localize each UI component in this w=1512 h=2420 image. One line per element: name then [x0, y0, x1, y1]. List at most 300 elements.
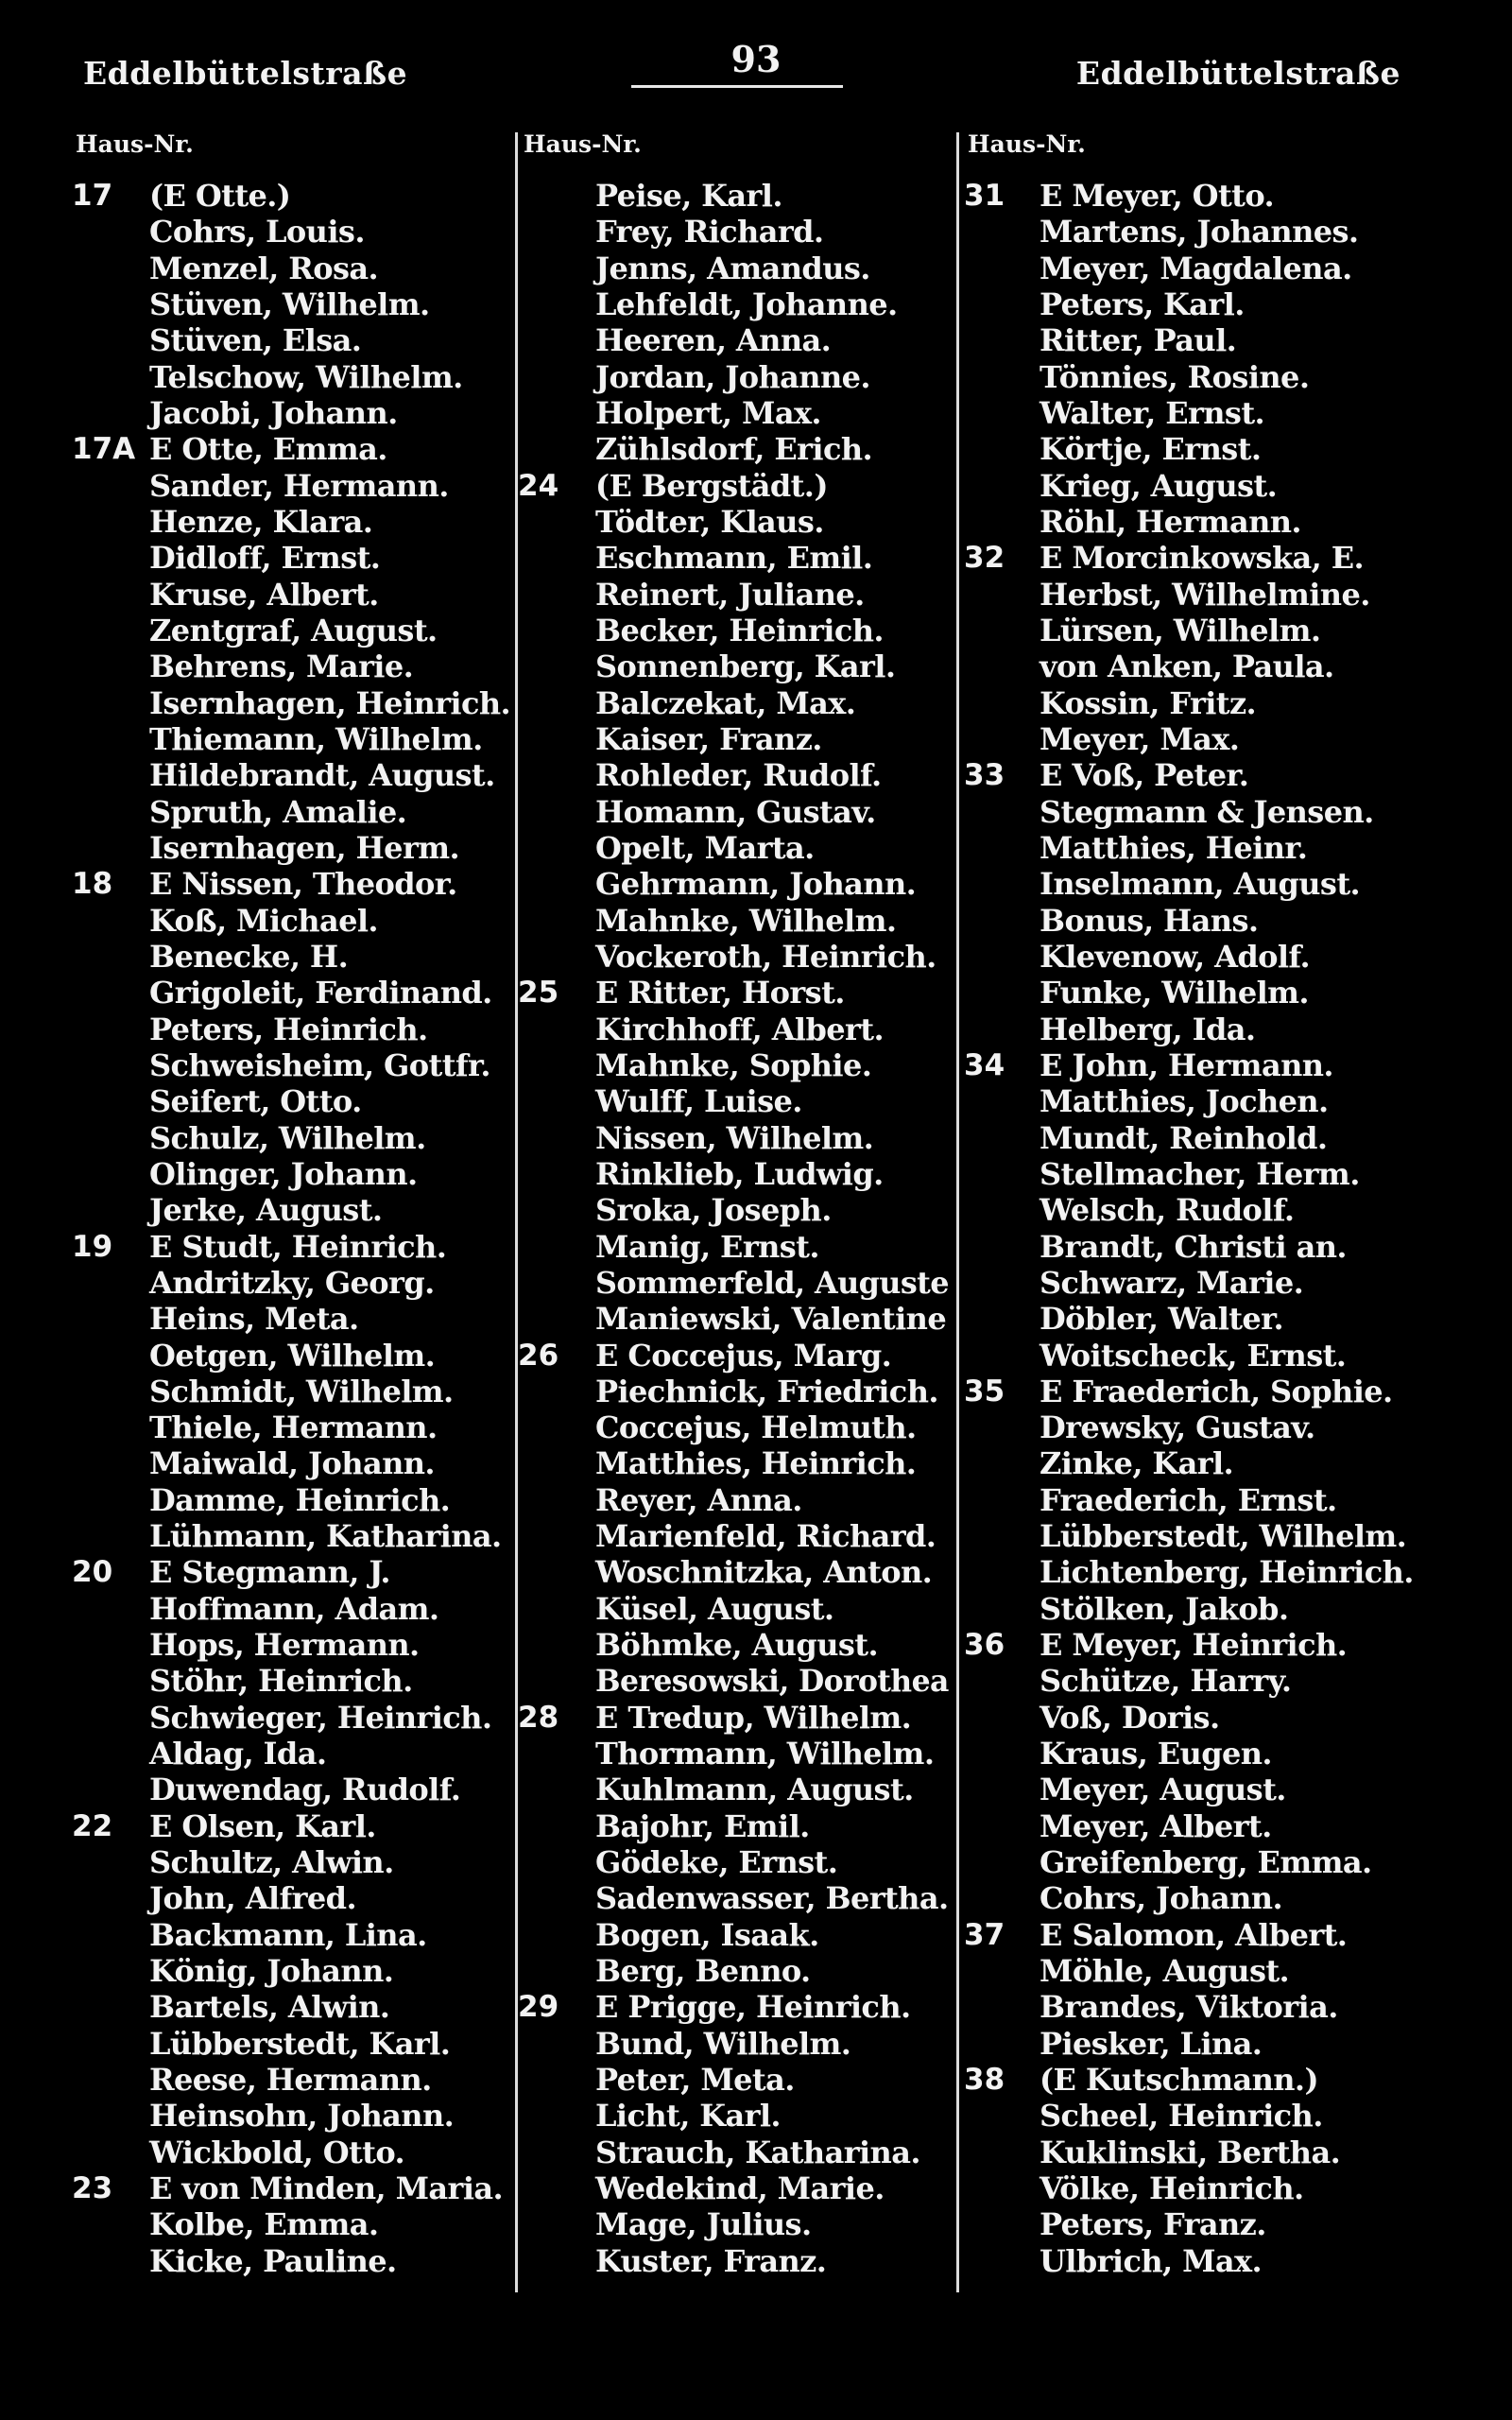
directory-entry — [518, 1627, 953, 1663]
resident-name: Herbst, Wilhelmine. — [1040, 576, 1370, 613]
resident-name: Cohrs, Louis. — [149, 214, 365, 251]
resident-name: Seifert, Otto. — [149, 1083, 362, 1120]
directory-entry — [518, 1192, 953, 1228]
resident-name: Woitscheck, Ernst. — [1040, 1337, 1347, 1374]
column-label-3: Haus-Nr. — [968, 130, 1086, 158]
house-number: 36 — [964, 1628, 1005, 1663]
resident-name: Henze, Klara. — [149, 503, 373, 540]
resident-name: E Fraederich, Sophie. — [1040, 1373, 1393, 1409]
directory-entry — [72, 1772, 516, 1807]
directory-entry — [518, 1844, 953, 1880]
resident-name: Ulbrich, Max. — [1040, 2242, 1263, 2279]
directory-entry — [72, 1591, 516, 1627]
directory-entry — [72, 2026, 516, 2062]
resident-name: Backmann, Lina. — [149, 1916, 427, 1953]
resident-name: Sander, Hermann. — [149, 467, 449, 504]
resident-name: Cohrs, Johann. — [1040, 1880, 1282, 1917]
directory-entry — [964, 577, 1503, 613]
directory-entry — [964, 1120, 1503, 1156]
directory-entry — [518, 685, 953, 721]
directory-entry — [964, 830, 1503, 866]
resident-name: Kraus, Eugen. — [1040, 1736, 1272, 1772]
directory-entry — [964, 1047, 1503, 1083]
resident-name: Körtje, Ernst. — [1040, 431, 1262, 468]
directory-entry — [72, 1808, 516, 1844]
resident-name: Jenns, Amandus. — [595, 250, 870, 286]
resident-name: Opelt, Marta. — [595, 829, 815, 866]
directory-entry — [964, 866, 1503, 902]
directory-entry — [964, 251, 1503, 286]
resident-name: E Studt, Heinrich. — [149, 1228, 447, 1265]
resident-name: Peters, Franz. — [1040, 2206, 1266, 2243]
directory-entry — [518, 1880, 953, 1916]
resident-name: Didloff, Ernst. — [149, 540, 381, 577]
directory-entry — [72, 1445, 516, 1481]
resident-name: E Stegmann, J. — [149, 1554, 390, 1591]
resident-name: Tönnies, Rosine. — [1040, 358, 1310, 395]
directory-entry — [518, 1374, 953, 1409]
resident-name: Greifenberg, Emma. — [1040, 1844, 1372, 1881]
directory-entry — [72, 1880, 516, 1916]
resident-name: E von Minden, Maria. — [149, 2170, 504, 2207]
resident-name: Reyer, Anna. — [595, 1481, 802, 1518]
directory-entry — [518, 251, 953, 286]
directory-entry — [72, 286, 516, 322]
directory-entry — [72, 504, 516, 540]
directory-entry — [72, 1156, 516, 1192]
house-number: 35 — [964, 1374, 1005, 1409]
directory-entry — [518, 2170, 953, 2206]
resident-name: Isernhagen, Herm. — [149, 829, 460, 866]
house-number: 26 — [518, 1338, 559, 1373]
resident-name: Hildebrandt, August. — [149, 757, 495, 794]
resident-name: Lühmann, Katharina. — [149, 1518, 502, 1555]
directory-entry — [72, 1627, 516, 1663]
resident-name: Helberg, Ida. — [1040, 1011, 1256, 1047]
directory-entry — [72, 1518, 516, 1554]
directory-entry — [964, 2243, 1503, 2279]
directory-entry — [518, 1445, 953, 1481]
resident-name: Aldag, Ida. — [149, 1736, 327, 1772]
directory-entry — [518, 431, 953, 467]
directory-entry — [518, 1047, 953, 1083]
directory-entry — [964, 721, 1503, 757]
directory-entry — [964, 1736, 1503, 1772]
resident-name: Lübberstedt, Wilhelm. — [1040, 1518, 1407, 1555]
house-number: 31 — [964, 179, 1005, 213]
directory-entry — [964, 1953, 1503, 1989]
directory-entry — [518, 1011, 953, 1047]
resident-name: Schütze, Harry. — [1040, 1663, 1292, 1700]
resident-name: Sommerfeld, Auguste — [595, 1264, 949, 1301]
directory-entry — [72, 468, 516, 504]
resident-name: Stüven, Wilhelm. — [149, 285, 430, 322]
directory-entry — [72, 1554, 516, 1590]
directory-entry — [72, 2170, 516, 2206]
directory-entry — [518, 2098, 953, 2134]
directory-entry — [964, 2206, 1503, 2242]
resident-name: E John, Hermann. — [1040, 1046, 1333, 1083]
resident-name: Kirchhoff, Albert. — [595, 1011, 884, 1047]
house-number: 29 — [518, 1990, 559, 2025]
directory-entry — [518, 2026, 953, 2062]
resident-name: Lübberstedt, Karl. — [149, 2025, 451, 2062]
directory-entry — [518, 1301, 953, 1337]
directory-entry — [964, 1591, 1503, 1627]
house-number: 18 — [72, 867, 113, 902]
resident-name: Matthies, Heinrich. — [595, 1445, 917, 1482]
directory-entry — [72, 1663, 516, 1699]
directory-entry — [72, 1374, 516, 1409]
resident-name: Coccejus, Helmuth. — [595, 1409, 917, 1446]
resident-name: Kruse, Albert. — [149, 576, 379, 613]
directory-entry — [72, 648, 516, 684]
resident-name: Kuhlmann, August. — [595, 1772, 914, 1808]
resident-name: Benecke, H. — [149, 938, 349, 975]
resident-name: Wickbold, Otto. — [149, 2134, 405, 2170]
directory-entry — [72, 1083, 516, 1119]
resident-name: Jordan, Johanne. — [595, 358, 870, 395]
page-number: 93 — [730, 38, 782, 80]
directory-entry — [964, 2098, 1503, 2134]
directory-entry — [72, 1844, 516, 1880]
resident-name: Walter, Ernst. — [1040, 394, 1265, 431]
resident-name: Oetgen, Wilhelm. — [149, 1337, 436, 1374]
resident-name: Mundt, Reinhold. — [1040, 1119, 1328, 1156]
resident-name: Koß, Michael. — [149, 902, 378, 939]
directory-entry — [72, 975, 516, 1011]
resident-name: E Olsen, Karl. — [149, 1807, 376, 1844]
resident-name: E Voß, Peter. — [1040, 757, 1249, 794]
resident-name: Jerke, August. — [149, 1192, 383, 1229]
directory-entry — [518, 2206, 953, 2242]
directory-entry — [518, 1591, 953, 1627]
resident-name: Beresowski, Dorothea — [595, 1663, 949, 1700]
directory-entry — [518, 1989, 953, 2025]
resident-name: Welsch, Rudolf. — [1040, 1192, 1295, 1229]
resident-name: Marienfeld, Richard. — [595, 1518, 936, 1555]
directory-entry — [964, 975, 1503, 1011]
resident-name: Berg, Benno. — [595, 1953, 811, 1990]
directory-entry — [72, 903, 516, 939]
resident-name: E Morcinkowska, E. — [1040, 540, 1365, 577]
resident-name: Meyer, August. — [1040, 1772, 1286, 1808]
page-number-rule — [631, 85, 843, 88]
directory-entry — [72, 214, 516, 250]
house-number: 33 — [964, 758, 1005, 793]
resident-name: Stölken, Jakob. — [1040, 1590, 1289, 1627]
directory-entry — [964, 1663, 1503, 1699]
directory-entry — [72, 1700, 516, 1736]
directory-entry — [964, 1989, 1503, 2025]
resident-name: Kuster, Franz. — [595, 2242, 827, 2279]
directory-entry — [518, 1229, 953, 1265]
resident-name: Voß, Doris. — [1040, 1699, 1220, 1736]
directory-entry — [518, 504, 953, 540]
resident-name: Matthies, Jochen. — [1040, 1083, 1329, 1120]
resident-name: Bartels, Alwin. — [149, 1989, 390, 2026]
resident-name: Behrens, Marie. — [149, 648, 414, 685]
resident-name: Stellmacher, Herm. — [1040, 1155, 1360, 1192]
resident-name: Kossin, Fritz. — [1040, 684, 1257, 721]
directory-entry — [964, 1772, 1503, 1807]
resident-name: Hops, Hermann. — [149, 1627, 420, 1664]
directory-entry — [518, 721, 953, 757]
resident-name: Küsel, August. — [595, 1590, 834, 1627]
directory-entry — [518, 359, 953, 395]
house-number: 17A — [72, 432, 136, 467]
resident-name: Kaiser, Franz. — [595, 720, 822, 757]
directory-entry — [72, 1409, 516, 1445]
resident-name: Peise, Karl. — [595, 178, 782, 214]
directory-entry — [72, 2062, 516, 2098]
resident-name: Brandt, Christi an. — [1040, 1228, 1347, 1265]
resident-name: Bonus, Hans. — [1040, 902, 1259, 939]
resident-name: Drewsky, Gustav. — [1040, 1409, 1315, 1446]
resident-name: Jacobi, Johann. — [149, 394, 398, 431]
directory-entry — [964, 1374, 1503, 1409]
resident-name: Martens, Johannes. — [1040, 214, 1359, 251]
directory-entry — [964, 1808, 1503, 1844]
directory-entry — [964, 648, 1503, 684]
directory-entry — [72, 757, 516, 793]
resident-name: Sroka, Joseph. — [595, 1192, 832, 1229]
resident-name: Rinklieb, Ludwig. — [595, 1155, 884, 1192]
resident-name: Scheel, Heinrich. — [1040, 2098, 1323, 2135]
resident-name: Bajohr, Emil. — [595, 1807, 810, 1844]
directory-entry — [518, 1338, 953, 1374]
house-number: 25 — [518, 976, 559, 1011]
directory-entry — [518, 286, 953, 322]
directory-entry — [72, 359, 516, 395]
running-head-left: Eddelbüttelstraße — [83, 55, 408, 92]
directory-entry — [72, 685, 516, 721]
resident-name: Bogen, Isaak. — [595, 1916, 819, 1953]
directory-entry — [964, 468, 1503, 504]
directory-entry — [964, 1229, 1503, 1265]
directory-entry — [72, 1917, 516, 1953]
directory-entry — [518, 648, 953, 684]
directory-entry — [964, 1482, 1503, 1518]
house-number: 22 — [72, 1808, 113, 1843]
directory-entry — [964, 1409, 1503, 1445]
directory-entry — [964, 2135, 1503, 2170]
house-number: 20 — [72, 1555, 113, 1590]
directory-entry — [518, 178, 953, 214]
directory-entry — [72, 395, 516, 431]
resident-name: Wulff, Luise. — [595, 1083, 802, 1120]
resident-name: Peters, Heinrich. — [149, 1011, 428, 1047]
resident-name: Zentgraf, August. — [149, 612, 438, 648]
resident-name: Damme, Heinrich. — [149, 1481, 451, 1518]
directory-entry — [72, 830, 516, 866]
resident-name: Mahnke, Sophie. — [595, 1046, 872, 1083]
house-number: 19 — [72, 1229, 113, 1264]
resident-name: Hoffmann, Adam. — [149, 1590, 439, 1627]
resident-name: Inselmann, August. — [1040, 866, 1361, 903]
directory-entry — [518, 1409, 953, 1445]
directory-entry — [518, 2062, 953, 2098]
resident-name: Menzel, Rosa. — [149, 250, 379, 286]
resident-name: Eschmann, Emil. — [595, 540, 873, 577]
directory-entry — [72, 1011, 516, 1047]
resident-name: Thiele, Hermann. — [149, 1409, 438, 1446]
directory-entry — [518, 468, 953, 504]
address-column-3 — [964, 178, 1503, 2279]
resident-name: Kicke, Pauline. — [149, 2242, 397, 2279]
directory-entry — [518, 395, 953, 431]
directory-entry — [72, 866, 516, 902]
resident-name: Schwarz, Marie. — [1040, 1264, 1304, 1301]
resident-name: Licht, Karl. — [595, 2098, 781, 2135]
directory-entry — [964, 1445, 1503, 1481]
directory-entry — [964, 1518, 1503, 1554]
directory-entry — [72, 251, 516, 286]
directory-entry — [964, 2062, 1503, 2098]
directory-entry — [72, 1301, 516, 1337]
resident-name: E Tredup, Wilhelm. — [595, 1699, 912, 1736]
directory-entry — [964, 214, 1503, 250]
directory-entry — [964, 1301, 1503, 1337]
resident-name: Manig, Ernst. — [595, 1228, 819, 1265]
directory-entry — [964, 1192, 1503, 1228]
resident-name: Völke, Heinrich. — [1040, 2170, 1304, 2207]
directory-entry — [518, 1083, 953, 1119]
resident-name: Meyer, Albert. — [1040, 1807, 1272, 1844]
directory-entry — [964, 1844, 1503, 1880]
directory-entry — [518, 1917, 953, 1953]
resident-name: Bund, Wilhelm. — [595, 2025, 851, 2062]
resident-name: Schultz, Alwin. — [149, 1844, 394, 1881]
resident-name: Frey, Richard. — [595, 214, 824, 251]
directory-entry — [72, 577, 516, 613]
directory-entry — [518, 577, 953, 613]
directory-entry — [518, 794, 953, 830]
resident-name: E Ritter, Horst. — [595, 975, 845, 1011]
directory-entry — [964, 2026, 1503, 2062]
resident-name: Nissen, Wilhelm. — [595, 1119, 874, 1156]
resident-name: Zühlsdorf, Erich. — [595, 431, 873, 468]
directory-entry — [518, 1700, 953, 1736]
directory-entry — [72, 794, 516, 830]
address-column-2 — [518, 178, 953, 2279]
directory-entry — [964, 322, 1503, 358]
column-divider-2 — [956, 132, 959, 2292]
resident-name: Matthies, Heinr. — [1040, 829, 1308, 866]
directory-entry — [964, 286, 1503, 322]
resident-name: Schwieger, Heinrich. — [149, 1699, 492, 1736]
resident-name: Becker, Heinrich. — [595, 612, 884, 648]
directory-entry — [518, 322, 953, 358]
directory-entry — [964, 1554, 1503, 1590]
house-number: 34 — [964, 1047, 1005, 1082]
directory-entry — [964, 178, 1503, 214]
directory-entry — [964, 613, 1503, 648]
directory-entry — [964, 685, 1503, 721]
directory-entry — [72, 322, 516, 358]
directory-entry — [72, 540, 516, 576]
directory-entry — [72, 1229, 516, 1265]
directory-entry — [72, 721, 516, 757]
directory-entry — [518, 2135, 953, 2170]
resident-name: Meyer, Magdalena. — [1040, 250, 1352, 286]
directory-entry — [964, 395, 1503, 431]
resident-name: Meyer, Max. — [1040, 720, 1240, 757]
resident-name: Peters, Karl. — [1040, 285, 1245, 322]
directory-entry — [518, 975, 953, 1011]
resident-name: Homann, Gustav. — [595, 793, 876, 830]
resident-name: Stöhr, Heinrich. — [149, 1663, 413, 1700]
resident-name: E Meyer, Otto. — [1040, 178, 1275, 214]
resident-name: Gödeke, Ernst. — [595, 1844, 838, 1881]
resident-name: Tödter, Klaus. — [595, 503, 824, 540]
resident-name: Krieg, August. — [1040, 467, 1278, 504]
directory-entry — [72, 1989, 516, 2025]
resident-name: Stegmann & Jensen. — [1040, 793, 1374, 830]
directory-entry — [518, 1736, 953, 1772]
directory-entry — [964, 1627, 1503, 1663]
resident-name: Duwendag, Rudolf. — [149, 1772, 461, 1808]
resident-name: Zinke, Karl. — [1040, 1445, 1234, 1482]
resident-name: Kolbe, Emma. — [149, 2206, 379, 2243]
resident-name: E Salomon, Albert. — [1040, 1916, 1348, 1953]
resident-name: (E Bergstädt.) — [595, 467, 828, 504]
resident-name: Strauch, Katharina. — [595, 2134, 920, 2170]
resident-name: Reinert, Juliane. — [595, 576, 865, 613]
resident-name: Wedekind, Marie. — [595, 2170, 885, 2207]
resident-name: König, Johann. — [149, 1953, 394, 1990]
directory-entry — [964, 504, 1503, 540]
resident-name: Böhmke, August. — [595, 1627, 879, 1664]
directory-entry — [964, 1700, 1503, 1736]
resident-name: E Otte, Emma. — [149, 431, 387, 468]
directory-entry — [72, 1953, 516, 1989]
directory-entry — [964, 939, 1503, 975]
directory-entry — [518, 1554, 953, 1590]
house-number: 24 — [518, 468, 559, 503]
resident-name: (E Otte.) — [149, 178, 291, 214]
resident-name: Spruth, Amalie. — [149, 793, 407, 830]
resident-name: Rohleder, Rudolf. — [595, 757, 882, 794]
column-label-1: Haus-Nr. — [76, 130, 194, 158]
directory-entry — [72, 2098, 516, 2134]
resident-name: Schulz, Wilhelm. — [149, 1119, 426, 1156]
directory-entry — [518, 540, 953, 576]
address-column-1 — [72, 178, 516, 2279]
resident-name: E Nissen, Theodor. — [149, 866, 457, 903]
resident-name: Peter, Meta. — [595, 2062, 795, 2099]
resident-name: Kuklinski, Bertha. — [1040, 2134, 1341, 2170]
directory-entry — [964, 794, 1503, 830]
directory-entry — [964, 903, 1503, 939]
resident-name: Döbler, Walter. — [1040, 1301, 1284, 1338]
resident-name: Ritter, Paul. — [1040, 322, 1237, 359]
house-number: 23 — [72, 2171, 113, 2206]
directory-entry — [72, 613, 516, 648]
directory-entry — [518, 2243, 953, 2279]
house-number: 28 — [518, 1700, 559, 1735]
directory-entry — [72, 178, 516, 214]
directory-entry — [518, 1265, 953, 1301]
directory-entry — [72, 2206, 516, 2242]
resident-name: Stüven, Elsa. — [149, 322, 362, 359]
resident-name: Isernhagen, Heinrich. — [149, 684, 511, 721]
directory-entry — [518, 757, 953, 793]
resident-name: Woschnitzka, Anton. — [595, 1554, 933, 1591]
house-number: 38 — [964, 2063, 1005, 2098]
directory-entry — [964, 359, 1503, 395]
resident-name: Reese, Hermann. — [149, 2062, 432, 2099]
